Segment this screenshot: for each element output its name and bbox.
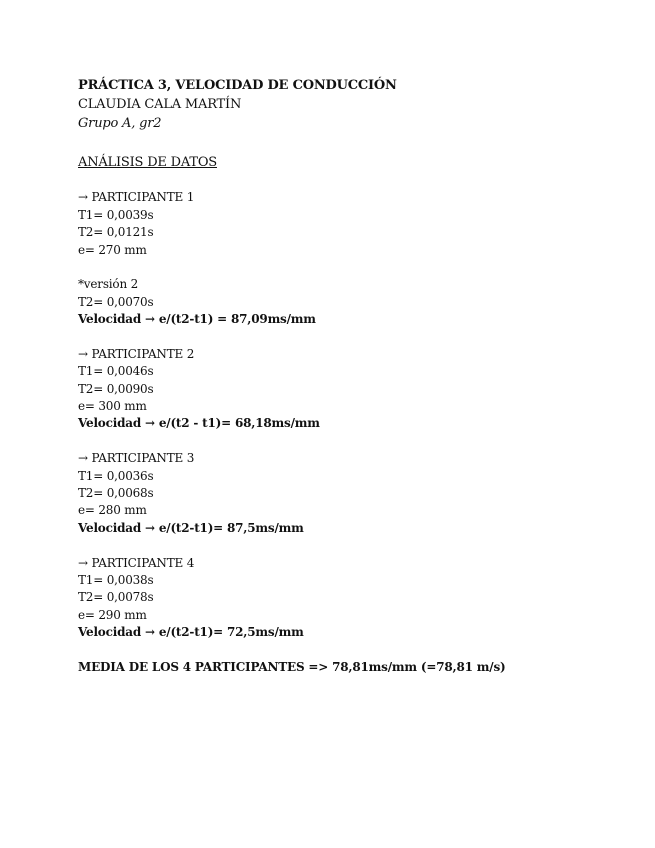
participant-distance: e= 270 mm xyxy=(78,242,147,257)
summary-average: MEDIA DE LOS 4 PARTICIPANTES => 78,81ms/mm (=78,81 m/s) xyxy=(78,659,506,674)
spacer xyxy=(78,259,618,276)
participant-velocity: Velocidad → e/(t2-t1)= 87,5ms/mm xyxy=(78,520,304,535)
spacer xyxy=(78,172,618,189)
spacer xyxy=(78,328,618,345)
spacer xyxy=(78,537,618,554)
section-title: ANÁLISIS DE DATOS xyxy=(78,154,217,170)
participant-distance: e= 280 mm xyxy=(78,503,147,518)
participant-velocity: Velocidad → e/(t2-t1) = 87,09ms/mm xyxy=(78,312,316,327)
participant-t2: T2= 0,0090s xyxy=(78,381,154,396)
spacer xyxy=(78,134,618,153)
participant-block-1 xyxy=(78,189,618,328)
participant-t2: T2= 0,0078s xyxy=(78,590,154,605)
participant-t2-version-2: T2= 0,0070s xyxy=(78,294,154,309)
author-name: CLAUDIA CALA MARTÍN xyxy=(78,97,242,113)
participant-distance: e= 290 mm xyxy=(78,607,147,622)
participant-heading: → PARTICIPANTE 3 xyxy=(78,451,195,466)
participant-heading: → PARTICIPANTE 2 xyxy=(78,346,195,361)
participant-t1: T1= 0,0036s xyxy=(78,468,154,483)
participant-t2: T2= 0,0121s xyxy=(78,225,154,240)
spacer xyxy=(78,433,618,450)
participant-distance: e= 300 mm xyxy=(78,399,147,414)
document-title: PRÁCTICA 3, VELOCIDAD DE CONDUCCIÓN xyxy=(78,78,397,93)
participant-heading: → PARTICIPANTE 4 xyxy=(78,555,195,570)
participant-velocity: Velocidad → e/(t2 - t1)= 68,18ms/mm xyxy=(78,416,320,431)
participant-velocity: Velocidad → e/(t2-t1)= 72,5ms/mm xyxy=(78,625,304,640)
participant-t1: T1= 0,0038s xyxy=(78,572,154,587)
participant-block-3 xyxy=(78,450,618,537)
participant-block-4 xyxy=(78,555,618,642)
participant-t1: T1= 0,0039s xyxy=(78,207,154,222)
participant-heading: → PARTICIPANTE 1 xyxy=(78,190,195,205)
document-page xyxy=(78,76,618,676)
participant-t2: T2= 0,0068s xyxy=(78,485,154,500)
participant-block-2 xyxy=(78,346,618,433)
participant-t1: T1= 0,0046s xyxy=(78,364,154,379)
spacer xyxy=(78,641,618,658)
version-note: *versión 2 xyxy=(78,277,139,292)
group-label: Grupo A, gr2 xyxy=(78,116,162,132)
